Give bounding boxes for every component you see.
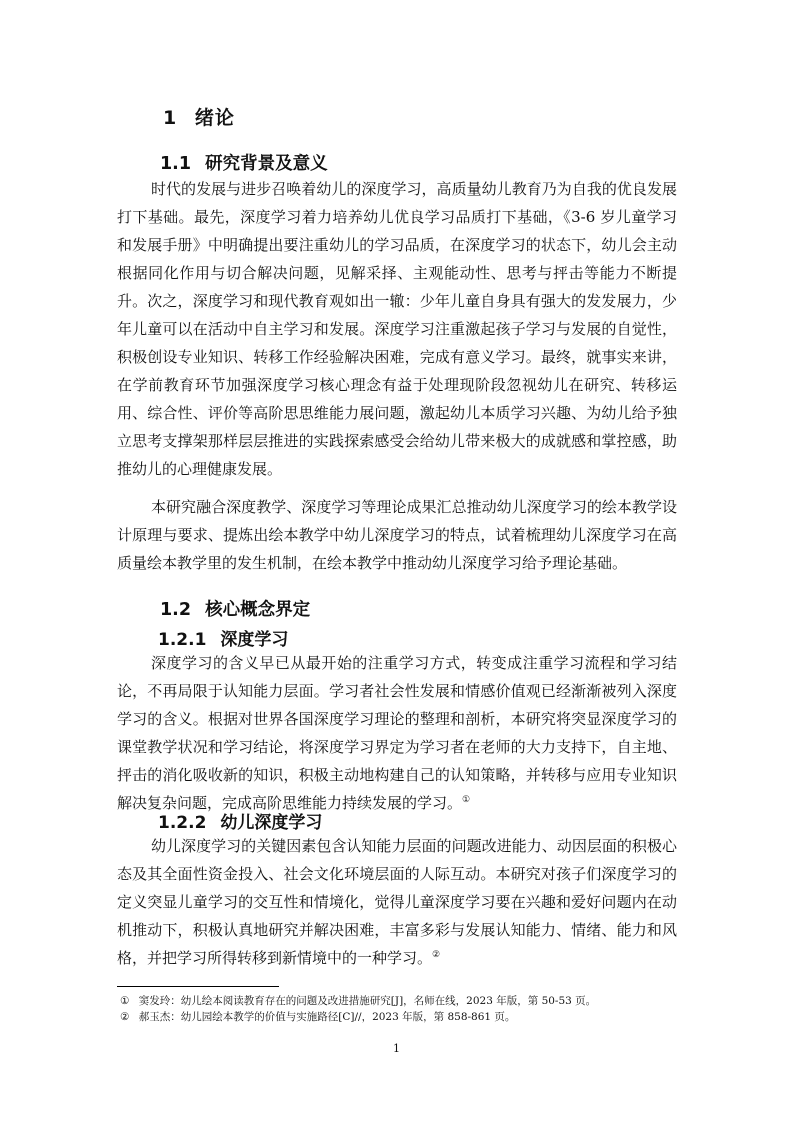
footnote-text: 郝玉杰：幼儿园绘本教学的价值与实施路径[C]//，2023 年版，第 858-861 页。	[138, 1011, 516, 1023]
body-paragraph	[117, 649, 677, 817]
paragraph-text: 幼儿深度学习的关键因素包含认知能力层面的问题改进能力、动因层面的积极心态及其全面性资金投入、社会文化环境层面的人际互动。本研究对孩子们深度学习的定义突显儿童学习的交互性和情境化，觉得儿童深度学习要在兴趣和爱好问题内在动机推动下，积极认真地研究并解决困难，丰富多彩与发展认知能力、情绪、能力和风格，并把学习所得转移到新情境中的一种学习。	[117, 837, 677, 967]
section-number: 1.1	[160, 154, 192, 174]
section-title: 研究背景及意义	[205, 154, 328, 174]
footnote-reference[interactable]: ②	[432, 950, 441, 960]
section-title: 核心概念界定	[205, 600, 311, 620]
chapter-title: 绪论	[194, 107, 235, 129]
body-paragraph	[117, 832, 677, 972]
section-number: 1.2	[160, 600, 192, 620]
section-heading-1-2	[160, 596, 310, 621]
subsection-number: 1.2.2	[158, 813, 207, 833]
chapter-heading	[163, 103, 235, 130]
footnote	[120, 994, 680, 1008]
section-heading-1-1	[160, 150, 328, 175]
paragraph-text: 时代的发展与进步召唤着幼儿的深度学习，高质量幼儿教育乃为自我的优良发展打下基础。最先，深度学习着力培养幼儿优良学习品质打下基础，《3-6 岁儿童学习和发展手册》中明确提出要注重幼儿的学习品质，在深度学习的状态下，幼儿会主动根据同化作用与切合解决问题，见解采择、主观能动性、思考与抨击等能力不断提升。次之，深度学习和现代教育观如出一辙：少年儿童自身具有强大的发发展力，少年儿童可以在活动中自主学习和发展。深度学习注重激起孩子学习与发展的自觉性，积极创设专业知识、转移工作经验解决困难，完成有意义学习。最终，就事实来讲，在学前教育环节加强深度学习核心理念有益于处理现阶段忽视幼儿在研究、转移运用、综合性、评价等高阶思思维能力展问题，激起幼儿本质学习兴趣、为幼儿给予独立思考支撑架那样层层推进的实践探索感受会给幼儿带来极大的成就感和掌控感，助推幼儿的心理健康发展。	[117, 180, 677, 478]
subsection-heading-1-2-1	[158, 625, 288, 650]
footnote-reference[interactable]: ①	[462, 795, 471, 805]
paragraph-text: 深度学习的含义早已从最开始的注重学习方式，转变成注重学习流程和学习结论，不再局限于认知能力层面。学习者社会性发展和情感价值观已经渐渐被列入深度学习的含义。根据对世界各国深度学习理论的整理和剖析，本研究将突显深度学习的课堂教学状况和学习结论，将深度学习界定为学习者在老师的大力支持下，自主地、抨击的消化吸收新的知识，积极主动地构建自己的认知策略，并转移与应用专业知识解决复杂问题，完成高阶思维能力持续发展的学习。	[117, 654, 677, 812]
subsection-heading-1-2-2	[158, 808, 322, 833]
subsection-title: 幼儿深度学习	[220, 813, 323, 833]
chapter-number: 1	[163, 107, 178, 129]
body-paragraph	[117, 493, 677, 577]
subsection-title: 深度学习	[220, 630, 289, 650]
footnote-divider	[117, 986, 279, 987]
body-paragraph	[117, 175, 677, 483]
paragraph-text: 本研究融合深度教学、深度学习等理论成果汇总推动幼儿深度学习的绘本教学设计原理与要求、提炼出绘本教学中幼儿深度学习的特点，试着梳理幼儿深度学习在高质量绘本教学里的发生机制，在绘本教学中推动幼儿深度学习给予理论基础。	[117, 498, 677, 572]
footnote-mark: ①	[120, 995, 130, 1007]
footnote-mark: ②	[120, 1011, 130, 1023]
footnote	[120, 1010, 680, 1024]
page-number: 1	[393, 1042, 400, 1055]
subsection-number: 1.2.1	[158, 630, 207, 650]
footnote-text: 窦发玲：幼儿绘本阅读教育存在的问题及改进措施研究[J]，名师在线，2023 年版，第 50-53 页。	[138, 995, 597, 1007]
